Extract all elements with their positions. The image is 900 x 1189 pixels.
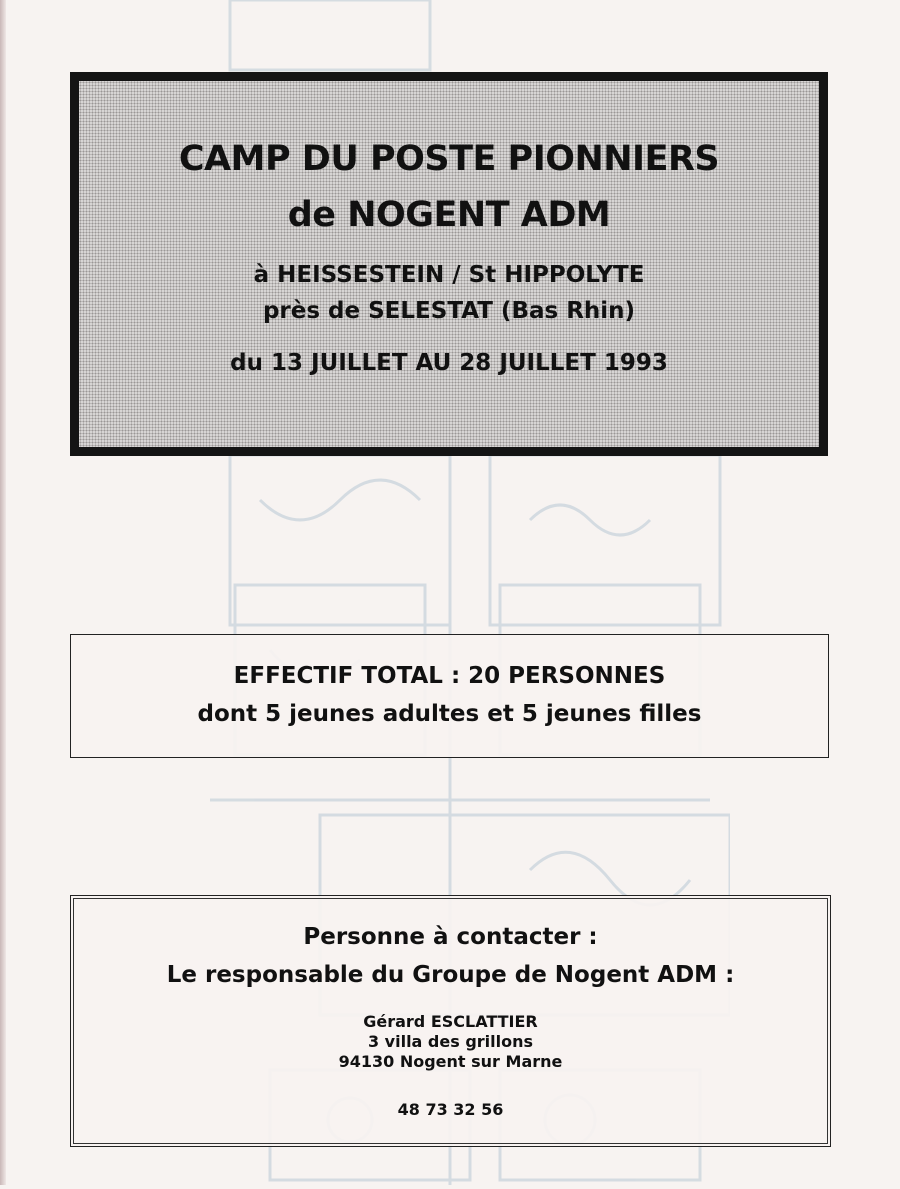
effectif-box: [70, 634, 829, 758]
contact-phone: 48 73 32 56: [397, 1100, 504, 1119]
contact-box: [70, 895, 831, 1147]
camp-subtitle: de NOGENT ADM: [287, 195, 611, 235]
contact-heading: Personne à contacter :: [303, 924, 598, 950]
contact-name: Gérard ESCLATTIER: [363, 1012, 538, 1031]
contact-role: Le responsable du Groupe de Nogent ADM :: [166, 962, 735, 988]
camp-title: CAMP DU POSTE PIONNIERS: [178, 139, 720, 179]
region-line: près de SELESTAT (Bas Rhin): [262, 298, 636, 324]
contact-address: [71, 1012, 830, 1072]
contact-city: 94130 Nogent sur Marne: [338, 1052, 563, 1071]
effectif-detail: dont 5 jeunes adultes et 5 jeunes filles: [197, 701, 702, 727]
title-box: [70, 72, 828, 456]
page-edge: [0, 0, 6, 1185]
location-line: à HEISSESTEIN / St HIPPOLYTE: [253, 262, 645, 288]
contact-street: 3 villa des grillons: [367, 1032, 534, 1051]
effectif-total: EFFECTIF TOTAL : 20 PERSONNES: [233, 663, 666, 689]
camp-dates: du 13 JUILLET AU 28 JUILLET 1993: [230, 350, 668, 376]
